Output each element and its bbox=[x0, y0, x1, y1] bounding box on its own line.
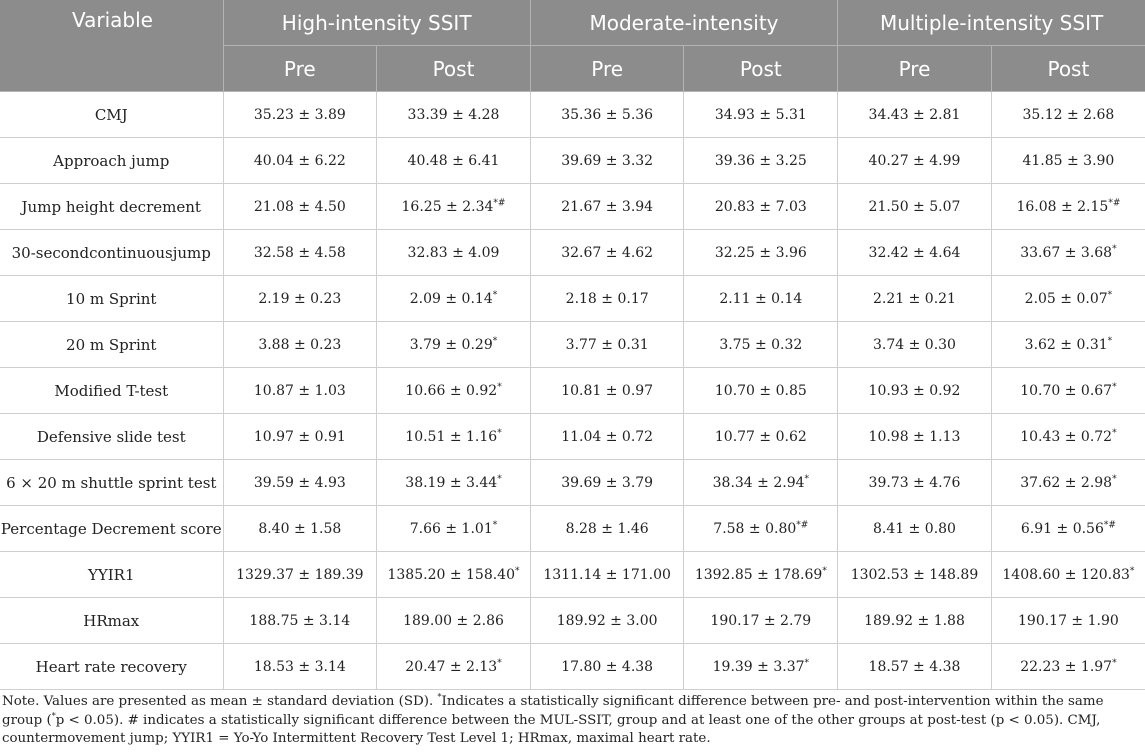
row-variable-label: Approach jump bbox=[0, 138, 223, 184]
significance-mark: *# bbox=[1108, 197, 1121, 208]
cell-value: 35.23 ± 3.89 bbox=[253, 106, 346, 123]
cell-value: 2.18 ± 0.17 bbox=[565, 290, 649, 307]
value-cell bbox=[530, 552, 684, 598]
significance-mark: * bbox=[497, 473, 502, 484]
value-cell bbox=[377, 184, 531, 230]
value-cell bbox=[377, 92, 531, 138]
table-row bbox=[0, 138, 1145, 184]
note-text: Note. Values are presented as mean ± standard deviation (SD). bbox=[2, 694, 438, 709]
table-row bbox=[0, 368, 1145, 414]
value-cell bbox=[838, 276, 992, 322]
value-cell bbox=[530, 138, 684, 184]
cell-value: 38.34 ± 2.94 bbox=[712, 474, 805, 491]
cell-value: 2.11 ± 0.14 bbox=[719, 290, 803, 307]
header-group-moderate-intensity: Moderate-intensity bbox=[530, 0, 837, 46]
value-cell bbox=[991, 92, 1145, 138]
cell-value: 34.93 ± 5.31 bbox=[714, 106, 807, 123]
header-pre: Pre bbox=[223, 46, 377, 92]
value-cell bbox=[838, 644, 992, 690]
cell-value: 40.27 ± 4.99 bbox=[868, 152, 961, 169]
cell-value: 1392.85 ± 178.69 bbox=[694, 566, 823, 583]
cell-value: 6.91 ± 0.56 bbox=[1020, 520, 1104, 537]
table-row bbox=[0, 184, 1145, 230]
cell-value: 10.43 ± 0.72 bbox=[1020, 428, 1113, 445]
cell-value: 32.67 ± 4.62 bbox=[561, 244, 654, 261]
value-cell bbox=[530, 414, 684, 460]
value-cell bbox=[530, 92, 684, 138]
cell-value: 39.73 ± 4.76 bbox=[868, 474, 961, 491]
header-post: Post bbox=[377, 46, 531, 92]
header-row-groups bbox=[0, 0, 1145, 46]
value-cell bbox=[530, 598, 684, 644]
value-cell bbox=[991, 230, 1145, 276]
value-cell bbox=[838, 506, 992, 552]
cell-value: 2.19 ± 0.23 bbox=[258, 290, 342, 307]
significance-mark: * bbox=[1107, 335, 1113, 346]
value-cell bbox=[223, 552, 377, 598]
row-variable-label: Jump height decrement bbox=[0, 184, 223, 230]
cell-value: 10.97 ± 0.91 bbox=[253, 428, 346, 445]
row-variable-label: HRmax bbox=[0, 598, 223, 644]
cell-value: 2.21 ± 0.21 bbox=[872, 290, 956, 307]
row-variable-label: 20 m Sprint bbox=[0, 322, 223, 368]
cell-value: 35.12 ± 2.68 bbox=[1022, 106, 1115, 123]
value-cell bbox=[223, 138, 377, 184]
value-cell bbox=[377, 460, 531, 506]
value-cell bbox=[377, 644, 531, 690]
cell-value: 10.77 ± 0.62 bbox=[714, 428, 807, 445]
cell-value: 40.04 ± 6.22 bbox=[253, 152, 346, 169]
value-cell bbox=[530, 368, 684, 414]
cell-value: 1408.60 ± 120.83 bbox=[1002, 566, 1130, 583]
cell-value: 39.69 ± 3.32 bbox=[561, 152, 654, 169]
cell-value: 32.58 ± 4.58 bbox=[253, 244, 346, 261]
cell-value: 41.85 ± 3.90 bbox=[1022, 152, 1115, 169]
value-cell bbox=[838, 322, 992, 368]
significance-mark: * bbox=[1129, 565, 1135, 576]
row-variable-label: Defensive slide test bbox=[0, 414, 223, 460]
significance-mark: * bbox=[1112, 473, 1117, 484]
value-cell bbox=[838, 460, 992, 506]
cell-value: 35.36 ± 5.36 bbox=[561, 106, 654, 123]
cell-value: 1311.14 ± 171.00 bbox=[543, 566, 671, 583]
value-cell bbox=[530, 276, 684, 322]
value-cell bbox=[838, 92, 992, 138]
table-row bbox=[0, 598, 1145, 644]
note-significance-mark: * bbox=[51, 711, 56, 721]
row-variable-label: 6 × 20 m shuttle sprint test bbox=[0, 460, 223, 506]
value-cell bbox=[377, 414, 531, 460]
value-cell bbox=[530, 230, 684, 276]
value-cell bbox=[838, 230, 992, 276]
value-cell bbox=[838, 368, 992, 414]
cell-value: 10.66 ± 0.92 bbox=[405, 382, 498, 399]
table-row bbox=[0, 230, 1145, 276]
cell-value: 189.00 ± 2.86 bbox=[403, 612, 504, 629]
value-cell bbox=[377, 230, 531, 276]
cell-value: 32.25 ± 3.96 bbox=[714, 244, 807, 261]
cell-value: 1329.37 ± 189.39 bbox=[236, 566, 364, 583]
value-cell bbox=[684, 644, 838, 690]
value-cell bbox=[223, 276, 377, 322]
cell-value: 3.62 ± 0.31 bbox=[1024, 336, 1108, 353]
cell-value: 1385.20 ± 158.40 bbox=[387, 566, 515, 583]
header-pre: Pre bbox=[530, 46, 684, 92]
value-cell bbox=[223, 230, 377, 276]
value-cell bbox=[223, 506, 377, 552]
significance-mark: * bbox=[492, 335, 498, 346]
value-cell bbox=[838, 414, 992, 460]
significance-mark: * bbox=[1112, 381, 1117, 392]
cell-value: 20.47 ± 2.13 bbox=[405, 658, 498, 675]
value-cell bbox=[684, 506, 838, 552]
significance-mark: *# bbox=[796, 519, 809, 530]
value-cell bbox=[223, 644, 377, 690]
value-cell bbox=[838, 598, 992, 644]
value-cell bbox=[838, 138, 992, 184]
cell-value: 190.17 ± 2.79 bbox=[710, 612, 812, 629]
row-variable-label: CMJ bbox=[0, 92, 223, 138]
cell-value: 2.05 ± 0.07 bbox=[1024, 290, 1108, 307]
value-cell bbox=[991, 138, 1145, 184]
row-variable-label: 30-secondcontinuousjump bbox=[0, 230, 223, 276]
significance-mark: *# bbox=[493, 197, 506, 208]
cell-value: 8.28 ± 1.46 bbox=[565, 520, 649, 537]
value-cell bbox=[223, 322, 377, 368]
table-row bbox=[0, 644, 1145, 690]
value-cell bbox=[838, 552, 992, 598]
value-cell bbox=[684, 552, 838, 598]
value-cell bbox=[991, 368, 1145, 414]
header-post: Post bbox=[991, 46, 1145, 92]
row-variable-label: Modified T-test bbox=[0, 368, 223, 414]
value-cell bbox=[991, 506, 1145, 552]
significance-mark: * bbox=[1112, 243, 1117, 254]
note-significance-mark: * bbox=[437, 692, 442, 702]
cell-value: 10.70 ± 0.67 bbox=[1020, 382, 1113, 399]
cell-value: 17.80 ± 4.38 bbox=[561, 658, 654, 675]
table-row bbox=[0, 276, 1145, 322]
cell-value: 19.39 ± 3.37 bbox=[712, 658, 805, 675]
value-cell bbox=[223, 598, 377, 644]
value-cell bbox=[684, 598, 838, 644]
cell-value: 16.08 ± 2.15 bbox=[1016, 198, 1109, 215]
value-cell bbox=[684, 322, 838, 368]
cell-value: 32.42 ± 4.64 bbox=[868, 244, 961, 261]
value-cell bbox=[530, 644, 684, 690]
cell-value: 8.41 ± 0.80 bbox=[872, 520, 956, 537]
value-cell bbox=[684, 460, 838, 506]
cell-value: 40.48 ± 6.41 bbox=[407, 152, 500, 169]
cell-value: 10.51 ± 1.16 bbox=[405, 428, 498, 445]
significance-mark: * bbox=[497, 381, 502, 392]
value-cell bbox=[991, 276, 1145, 322]
table-note bbox=[2, 693, 1142, 749]
cell-value: 10.87 ± 1.03 bbox=[253, 382, 346, 399]
cell-value: 3.75 ± 0.32 bbox=[719, 336, 803, 353]
cell-value: 20.83 ± 7.03 bbox=[714, 198, 807, 215]
significance-mark: *# bbox=[1103, 519, 1116, 530]
cell-value: 10.81 ± 0.97 bbox=[561, 382, 654, 399]
value-cell bbox=[684, 276, 838, 322]
significance-mark: * bbox=[1112, 427, 1117, 438]
table-row bbox=[0, 322, 1145, 368]
header-post: Post bbox=[684, 46, 838, 92]
cell-value: 21.67 ± 3.94 bbox=[561, 198, 654, 215]
cell-value: 39.59 ± 4.93 bbox=[253, 474, 346, 491]
value-cell bbox=[991, 184, 1145, 230]
cell-value: 34.43 ± 2.81 bbox=[868, 106, 961, 123]
value-cell bbox=[223, 368, 377, 414]
cell-value: 2.09 ± 0.14 bbox=[409, 290, 493, 307]
cell-value: 1302.53 ± 148.89 bbox=[850, 566, 979, 583]
cell-value: 33.67 ± 3.68 bbox=[1020, 244, 1113, 261]
row-variable-label: Heart rate recovery bbox=[0, 644, 223, 690]
cell-value: 189.92 ± 1.88 bbox=[864, 612, 965, 629]
cell-value: 37.62 ± 2.98 bbox=[1020, 474, 1113, 491]
significance-mark: * bbox=[492, 519, 498, 530]
cell-value: 22.23 ± 1.97 bbox=[1020, 658, 1113, 675]
cell-value: 39.69 ± 3.79 bbox=[561, 474, 654, 491]
cell-value: 3.88 ± 0.23 bbox=[258, 336, 342, 353]
cell-value: 39.36 ± 3.25 bbox=[714, 152, 807, 169]
cell-value: 3.74 ± 0.30 bbox=[872, 336, 956, 353]
significance-mark: * bbox=[1107, 289, 1113, 300]
table-row bbox=[0, 552, 1145, 598]
cell-value: 32.83 ± 4.09 bbox=[407, 244, 500, 261]
table-body bbox=[0, 92, 1145, 690]
value-cell bbox=[223, 414, 377, 460]
table-row bbox=[0, 414, 1145, 460]
header-group-high-intensity: High-intensity SSIT bbox=[223, 0, 530, 46]
cell-value: 7.66 ± 1.01 bbox=[409, 520, 493, 537]
table-row bbox=[0, 460, 1145, 506]
value-cell bbox=[991, 414, 1145, 460]
value-cell bbox=[530, 460, 684, 506]
cell-value: 3.77 ± 0.31 bbox=[565, 336, 649, 353]
significance-mark: * bbox=[497, 657, 502, 668]
value-cell bbox=[684, 230, 838, 276]
cell-value: 33.39 ± 4.28 bbox=[407, 106, 500, 123]
significance-mark: * bbox=[822, 565, 827, 576]
cell-value: 189.92 ± 3.00 bbox=[556, 612, 658, 629]
value-cell bbox=[530, 184, 684, 230]
row-variable-label: Percentage Decrement score bbox=[0, 506, 223, 552]
value-cell bbox=[684, 414, 838, 460]
cell-value: 8.40 ± 1.58 bbox=[258, 520, 342, 537]
cell-value: 18.57 ± 4.38 bbox=[868, 658, 961, 675]
cell-value: 21.50 ± 5.07 bbox=[868, 198, 961, 215]
value-cell bbox=[684, 138, 838, 184]
cell-value: 190.17 ± 1.90 bbox=[1018, 612, 1119, 629]
value-cell bbox=[377, 598, 531, 644]
cell-value: 3.79 ± 0.29 bbox=[409, 336, 493, 353]
header-pre: Pre bbox=[838, 46, 992, 92]
cell-value: 18.53 ± 3.14 bbox=[253, 658, 346, 675]
value-cell bbox=[684, 92, 838, 138]
cell-value: 11.04 ± 0.72 bbox=[561, 428, 654, 445]
value-cell bbox=[991, 644, 1145, 690]
value-cell bbox=[684, 368, 838, 414]
cell-value: 16.25 ± 2.34 bbox=[401, 198, 494, 215]
value-cell bbox=[530, 322, 684, 368]
value-cell bbox=[223, 184, 377, 230]
row-variable-label: YYIR1 bbox=[0, 552, 223, 598]
significance-mark: * bbox=[497, 427, 502, 438]
value-cell bbox=[530, 506, 684, 552]
significance-mark: * bbox=[804, 473, 810, 484]
value-cell bbox=[223, 460, 377, 506]
value-cell bbox=[377, 276, 531, 322]
significance-mark: * bbox=[515, 565, 520, 576]
value-cell bbox=[377, 138, 531, 184]
table-row bbox=[0, 506, 1145, 552]
value-cell bbox=[377, 506, 531, 552]
row-variable-label: 10 m Sprint bbox=[0, 276, 223, 322]
significance-mark: * bbox=[804, 657, 810, 668]
significance-mark: * bbox=[1112, 657, 1117, 668]
cell-value: 21.08 ± 4.50 bbox=[253, 198, 346, 215]
header-variable: Variable bbox=[0, 0, 223, 92]
value-cell bbox=[991, 552, 1145, 598]
value-cell bbox=[377, 552, 531, 598]
value-cell bbox=[684, 184, 838, 230]
cell-value: 7.58 ± 0.80 bbox=[713, 520, 797, 537]
value-cell bbox=[377, 322, 531, 368]
header-group-multiple-intensity: Multiple-intensity SSIT bbox=[838, 0, 1145, 46]
cell-value: 10.93 ± 0.92 bbox=[868, 382, 961, 399]
cell-value: 188.75 ± 3.14 bbox=[249, 612, 351, 629]
cell-value: 38.19 ± 3.44 bbox=[405, 474, 498, 491]
value-cell bbox=[991, 598, 1145, 644]
significance-mark: * bbox=[492, 289, 498, 300]
cell-value: 10.98 ± 1.13 bbox=[868, 428, 961, 445]
value-cell bbox=[991, 460, 1145, 506]
note-text: Indicates a statistically significant difference between pre- and post-intervention within the same group ( bbox=[2, 694, 1104, 728]
value-cell bbox=[377, 368, 531, 414]
value-cell bbox=[223, 92, 377, 138]
cell-value: 10.70 ± 0.85 bbox=[714, 382, 807, 399]
value-cell bbox=[991, 322, 1145, 368]
value-cell bbox=[838, 184, 992, 230]
note-text: p < 0.05). # indicates a statistically significant difference between the MUL-SSIT, group and at least one of the other groups at post-test (p < 0.05). CMJ, countermovement jump; YYIR1 = Yo-Yo Intermittent Recovery Test Level 1; HRmax, maximal heart rate. bbox=[2, 712, 1101, 746]
table-row bbox=[0, 92, 1145, 138]
